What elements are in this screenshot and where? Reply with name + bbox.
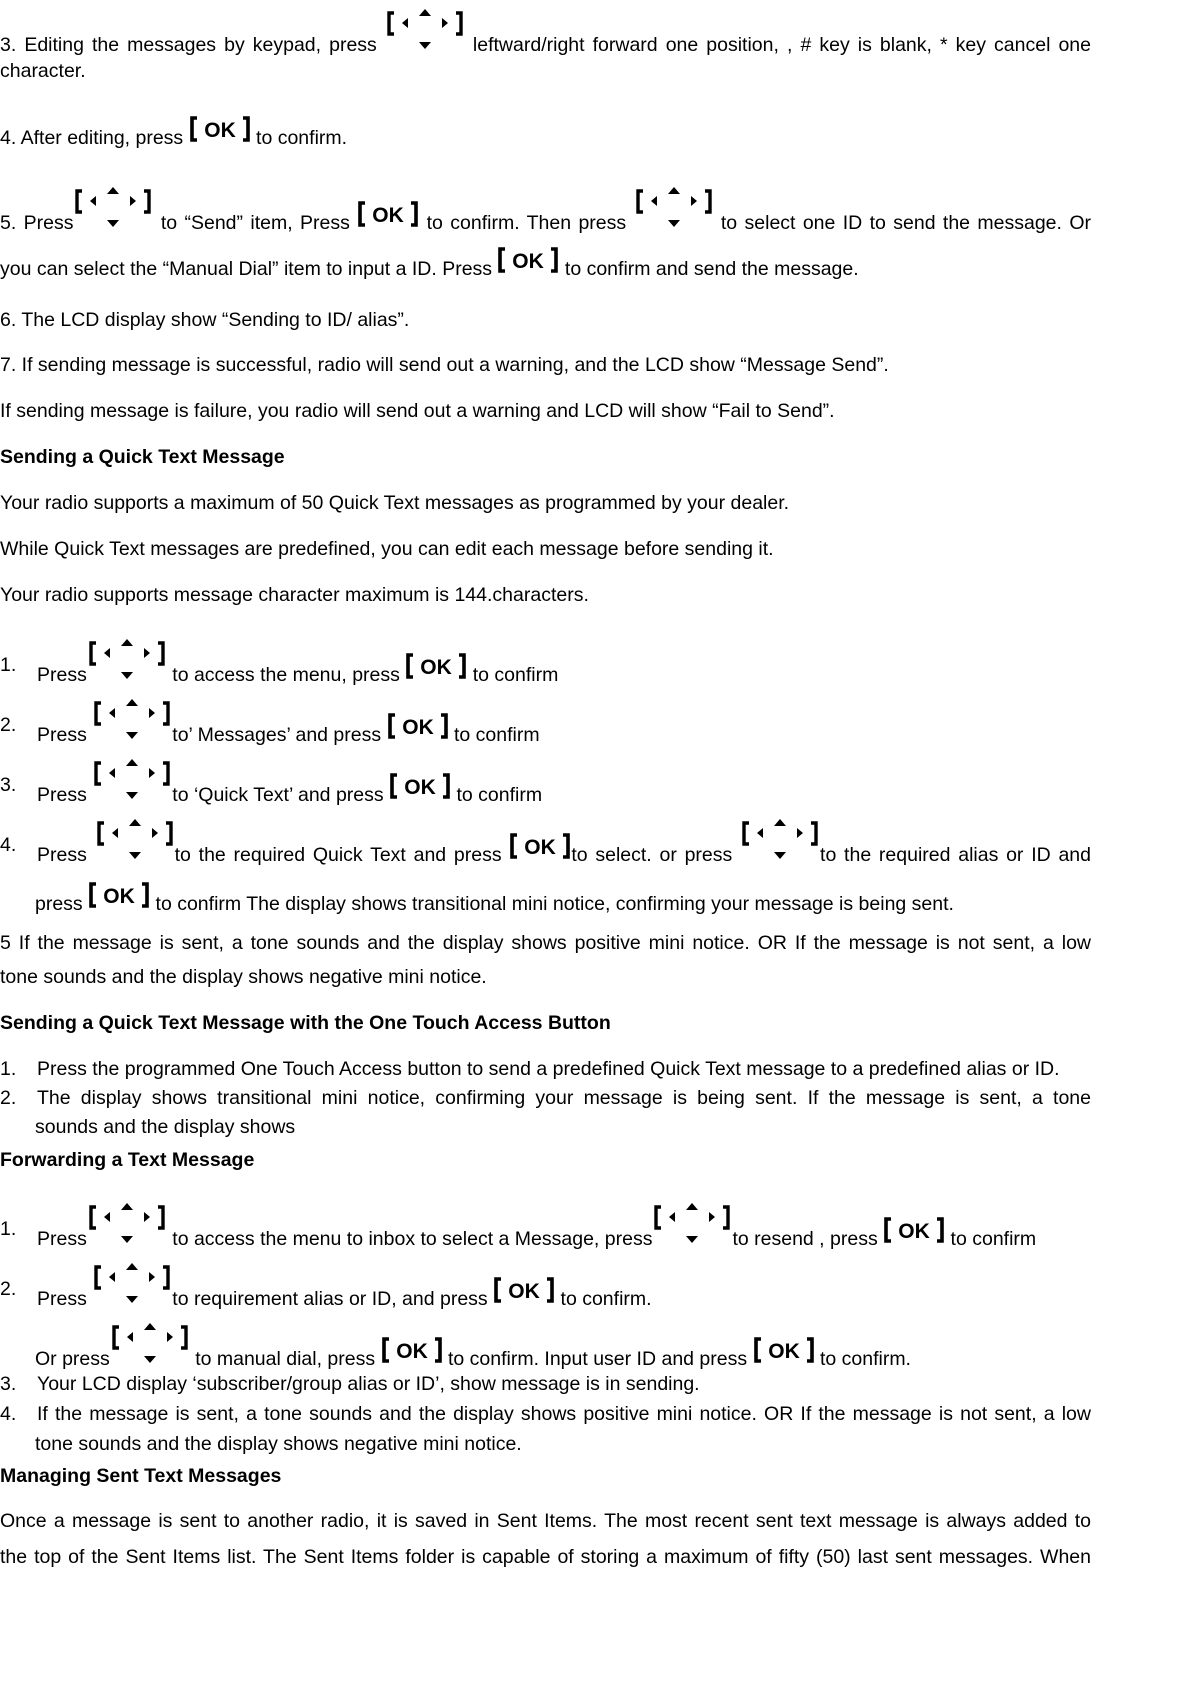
paragraph-5-line-1: 5. Press to “Send” item, Press to confirm. Then press to select one ID to send the message. Or <box>0 201 1091 247</box>
ok-key-icon <box>753 1336 815 1364</box>
ok-key-icon <box>381 1336 443 1364</box>
ok-key-icon <box>357 200 419 228</box>
quick-text-step-5-line-2: tone sounds and the display shows negative mini notice. <box>0 966 487 988</box>
navigation-keys-icon <box>110 1321 190 1367</box>
one-touch-step-2-line-2: sounds and the display shows <box>35 1116 296 1138</box>
quick-text-para-2: While Quick Text messages are predefined, you can edit each message before sending it. <box>0 538 774 560</box>
quick-text-para-1: Your radio supports a maximum of 50 Quick Text messages as programmed by your dealer. <box>0 492 790 514</box>
paragraph-6: 6. The LCD display show “Sending to ID/ alias”. <box>0 309 410 331</box>
quick-text-step-5-line-1: 5 If the message is sent, a tone sounds and the display shows positive mini notice. OR If the message is not sent, a low <box>0 932 1091 954</box>
ok-key-icon <box>497 246 559 274</box>
paragraph-3-line-2: character. <box>0 60 86 82</box>
ok-key-icon <box>493 1276 555 1304</box>
ok-key-icon <box>387 712 449 740</box>
forwarding-step-4-line-2: tone sounds and the display shows negative mini notice. <box>35 1433 522 1455</box>
navigation-keys-icon <box>87 1201 167 1247</box>
paragraph-5-line-2: you can select the “Manual Dial” item to input a ID. Press to confirm and send the message. <box>0 256 859 284</box>
navigation-keys-icon <box>73 185 153 231</box>
navigation-keys-icon <box>740 817 820 863</box>
navigation-keys-icon <box>652 1201 732 1247</box>
forwarding-step-2-alt: Or press to manual dial, press to confirm. Input user ID and press to confirm. <box>35 1337 911 1383</box>
ok-key-icon <box>189 115 251 143</box>
navigation-keys-icon <box>92 757 172 803</box>
paragraph-4: 4. After editing, press to confirm. <box>0 125 347 153</box>
navigation-keys-icon <box>87 637 167 683</box>
manual-page: 3. Editing the messages by keypad, press leftward/right forward one position, , # key is blank, * key cancel one character. 4. After editing, press to confirm. 5. Press to “Send” item, Press to confirm. Then press to select one ID to send the message. Or you can select the “Manual Dial” item to input a ID. Press to confirm and send the message. 6. The LCD display show “Sending to ID/ alias”. 7. If sending message is successful, radio will send out a warning, and the LCD show “Message Send”. If sending message is failure, you radio will send out a warning and LCD will show “Fail to Send”. Sending a Quick Text Message Your radio supports a maximum of 50 Quick Text messages as programmed by your dealer. While Quick Text messages are predefined, you can edit each message before sending it. Your radio supports message character maximum is 144.characters. 1. Press to access the menu, press to confirm 2. Press to’ Messages’ and press to confirm 3. Press to ‘Quick Text’ and press to confirm 4. Press to the required Quick Text and press to select. or press to the required alias or ID and press to confirm The display shows transitional mini notice, confirming your message is being sent. 5 If the message is sent, a tone sounds and the display shows positive mini notice. OR If the message is not sent, a low tone sounds and the display shows negative mini notice. Sending a Quick Text Message with the One Touch Access Button 1. Press the programmed One Touch Access button to send a predefined Quick Text message to a predefined alias or ID. 2. The display shows transitional mini notice, confirming your message is being sent. If the message is sent, a tone sounds and the display shows Forwarding a Text Message 1. Press to access the menu to inbox to select a Message, press to resend , press to confirm 2. Press to requirement alias or ID, and press to confirm. Or press to manual dial, press to confirm. Input user ID and press to confirm. 3. Your LCD display ‘subscriber/group alias or ID’, show message is in sending. 4. If the message is sent, a tone sounds and the display shows positive mini notice. OR If the message is not sent, a low tone sounds and the display shows negative mini notice. Managing Sent Text Messages Once a message is sent to another radio, it is saved in Sent Items. The most recent sent text message is always added to the top of the Sent Items list. The Sent Items folder is capable of storing a maximum of fifty (50) last sent messages. When <box>0 0 1181 1697</box>
managing-sent-line-2: the top of the Sent Items list. The Sent Items folder is capable of storing a maximum of fifty (50) last sent messages. When <box>0 1546 1091 1568</box>
ok-key-icon <box>509 832 571 860</box>
navigation-keys-icon <box>634 185 714 231</box>
quick-text-step-4-line-2: press to confirm The display shows transitional mini notice, confirming your message is being sent. <box>35 891 954 919</box>
heading-managing-sent: Managing Sent Text Messages <box>0 1465 282 1487</box>
heading-one-touch: Sending a Quick Text Message with the One Touch Access Button <box>0 1012 611 1034</box>
heading-quick-text: Sending a Quick Text Message <box>0 446 285 468</box>
navigation-keys-icon <box>385 7 465 53</box>
quick-text-para-3: Your radio supports message character maximum is 144.characters. <box>0 584 589 606</box>
paragraph-fail: If sending message is failure, you radio will send out a warning and LCD will show “Fail to Send”. <box>0 400 835 422</box>
paragraph-3-line-1: 3. Editing the messages by keypad, press leftward/right forward one position, , # key is blank, * key cancel one <box>0 23 1091 69</box>
ok-key-icon <box>405 652 467 680</box>
ok-key-icon <box>88 881 150 909</box>
navigation-keys-icon <box>92 697 172 743</box>
paragraph-7: 7. If sending message is successful, radio will send out a warning, and the LCD show “Message Send”. <box>0 354 889 376</box>
ok-key-icon <box>389 772 451 800</box>
managing-sent-line-1: Once a message is sent to another radio, it is saved in Sent Items. The most recent sent text message is always added to <box>0 1510 1091 1532</box>
navigation-keys-icon <box>92 1261 172 1307</box>
navigation-keys-icon <box>95 817 175 863</box>
ok-key-icon <box>883 1216 945 1244</box>
heading-forwarding: Forwarding a Text Message <box>0 1149 255 1171</box>
